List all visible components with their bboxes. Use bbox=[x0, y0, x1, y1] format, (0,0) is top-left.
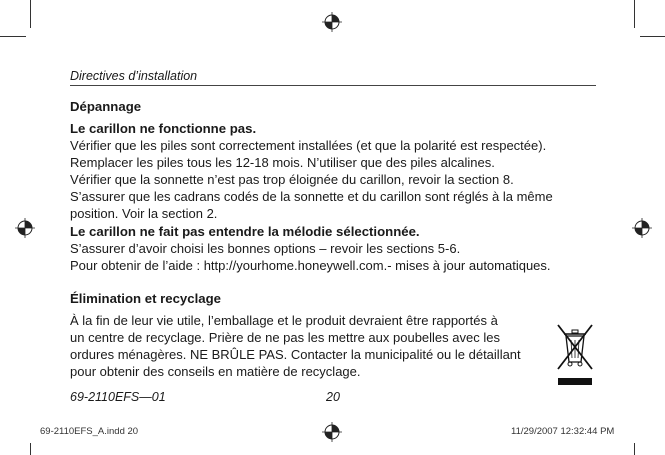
registration-mark-icon bbox=[15, 218, 35, 238]
body-line: S’assurer que les cadrans codés de la sonnette et du carillon sont réglés à la même bbox=[70, 189, 553, 204]
body-line: Remplacer les piles tous les 12-18 mois. N’utiliser que des piles alcalines. bbox=[70, 155, 495, 170]
registration-mark-icon bbox=[322, 12, 342, 32]
document-number: 69-2110EFS—01 bbox=[70, 390, 166, 404]
crop-mark-top-right-v bbox=[634, 0, 635, 28]
crop-mark-top-left-h bbox=[0, 36, 26, 37]
body-line: position. Voir la section 2. bbox=[70, 206, 218, 221]
body-line: À la fin de leur vie utile, l’emballage et le produit devraient être rapportés à bbox=[70, 313, 498, 328]
crop-mark-top-left-v bbox=[30, 0, 31, 28]
registration-mark-icon bbox=[632, 218, 652, 238]
page-number: 20 bbox=[326, 390, 340, 404]
body-line: pour obtenir des conseils en matière de recyclage. bbox=[70, 364, 361, 379]
body-line: ordures ménagères. NE BRÛLE PAS. Contacter la municipalité ou le détaillant bbox=[70, 347, 521, 362]
crop-mark-bottom-left-v bbox=[30, 443, 31, 455]
section-heading-troubleshooting: Dépannage bbox=[70, 99, 142, 114]
section-heading-disposal: Élimination et recyclage bbox=[70, 291, 221, 306]
slug-timestamp: 11/29/2007 12:32:44 PM bbox=[511, 426, 615, 437]
body-line: S’assurer d’avoir choisi les bonnes options – revoir les sections 5-6. bbox=[70, 241, 461, 256]
crop-mark-bottom-right-v bbox=[634, 443, 635, 455]
body-line: Vérifier que les piles sont correctement installées (et que la polarité est respectée). bbox=[70, 138, 547, 153]
crop-mark-top-right-h bbox=[640, 36, 665, 37]
subheading-chime-not-working: Le carillon ne fonctionne pas. bbox=[70, 121, 257, 136]
crossed-out-bin-icon bbox=[555, 322, 595, 388]
subheading-melody-not-playing: Le carillon ne fait pas entendre la mélodie sélectionnée. bbox=[70, 224, 420, 239]
body-line: Vérifier que la sonnette n’est pas trop éloignée du carillon, revoir la section 8. bbox=[70, 172, 514, 187]
slug-filename: 69-2110EFS_A.indd 20 bbox=[40, 426, 139, 437]
registration-mark-icon bbox=[322, 422, 342, 442]
body-line: Pour obtenir de l’aide : http://yourhome.honeywell.com.- mises à jour automatiques. bbox=[70, 258, 551, 273]
page-header: Directives d’installation bbox=[70, 68, 596, 86]
body-line: un centre de recyclage. Prière de ne pas les mettre aux poubelles avec les bbox=[70, 330, 500, 345]
